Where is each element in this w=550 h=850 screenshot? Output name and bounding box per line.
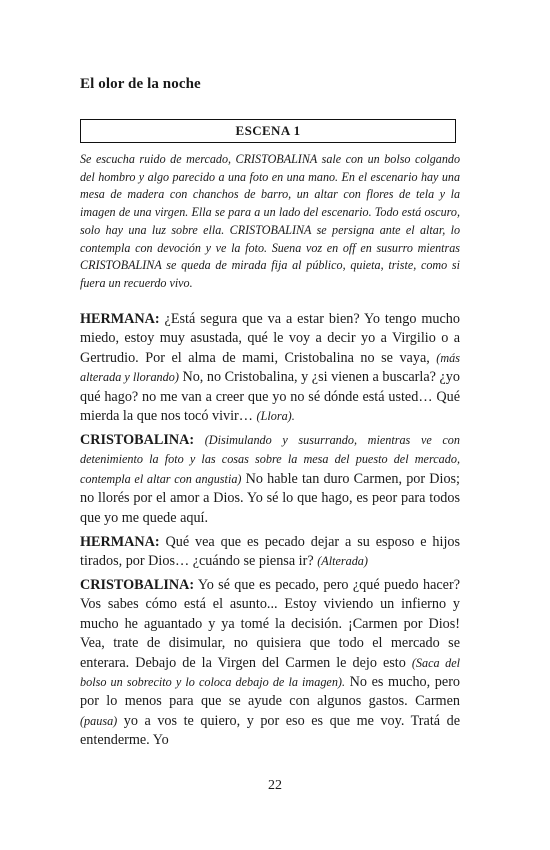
stage-direction: (Disimulando y susurrando, mientras ve con detenimiento la foto y las cosas sobre la mesa del puesto del mercado, contempla el altar con angustia) (80, 433, 460, 486)
dialogue-text: No, no Cristobalina, y ¿si vienen a buscarla? ¿yo qué hago? no me van a creer que yo no sé dónde está usted… Qué mierda la que nos tocó vivir… (80, 369, 460, 425)
stage-direction: (Llora). (256, 409, 295, 424)
speaker-name: CRISTOBALINA: (80, 432, 195, 448)
dialogue-text: Yo sé que es pecado, pero ¿qué puedo hacer? Vos sabes cómo está el asunto... Estoy viviendo un infierno y mucho he aguantado y ya tomé la decisión. ¡Carmen por Dios! Vea, trate de disimular, no quisiera que todo el mercado se enterara. Debajo de la Virgen del Carmen le dejo esto (80, 577, 460, 671)
stage-direction: (pausa) (80, 713, 118, 728)
stage-direction: (Alterada) (317, 554, 368, 569)
dialogue-text: ¿Está segura que va a estar bien? Yo tengo mucho miedo, estoy muy asustada, qué le voy a decir yo a Virgilio o a Gertrudio. Por el alma de mami, Cristobalina no se vaya, (80, 311, 460, 366)
stage-direction-intro: Se escucha ruido de mercado, CRISTOBALINA sale con un bolso colgando del hombro y algo parecido a una foto en una mano. En el escenario hay una mesa de madera con chanchos de barro, un altar con flores de tela y la imagen de una virgen. Ella se para a un lado del escenario. Todo está oscuro, solo hay una luz sobre ella. CRISTOBALINA se persigna ante el altar, lo contempla con devoción y ve la foto. Suena voz en off en susurro mientras CRISTOBALINA se queda de mirada fija al público, quieta, triste, como si fuera un recuerdo vivo. (80, 152, 460, 290)
dialogue-text: No es mucho, pero por lo menos para que se ayude con algunos gastos. Carmen (80, 674, 461, 710)
dialogue-hermana-1 (80, 310, 460, 426)
dialogue-text: yo a vos te quiero, y por eso es que me voy. Tratá de entenderme. Yo (80, 712, 460, 749)
dialogue-text: Qué vea que es pecado dejar a su esposo e hijos tirados, por Dios… ¿cuándo se piensa ir? (80, 534, 460, 570)
speaker-name: HERMANA: (80, 534, 160, 550)
speaker-name: CRISTOBALINA: (80, 577, 195, 593)
page-number: 22 (268, 778, 282, 793)
dialogue-cristobalina-2 (80, 576, 460, 751)
stage-direction: (Saca del bolso un sobrecito y lo coloca debajo de la imagen). (80, 655, 460, 690)
speaker-name: HERMANA: (80, 311, 160, 327)
dialogue-text: No hable tan duro Carmen, por Dios; no llorés por el amor a Dios. Yo sé lo que hago, es peor para todos que yo me quede aquí. (80, 470, 461, 526)
scene-heading-box (80, 119, 456, 143)
dialogue-cristobalina-1 (80, 431, 460, 528)
running-title: El olor de la noche (80, 76, 201, 92)
dialogue-hermana-2 (80, 533, 460, 572)
scene-heading: ESCENA 1 (235, 123, 301, 138)
stage-direction: (más alterada y llorando) (80, 350, 460, 385)
